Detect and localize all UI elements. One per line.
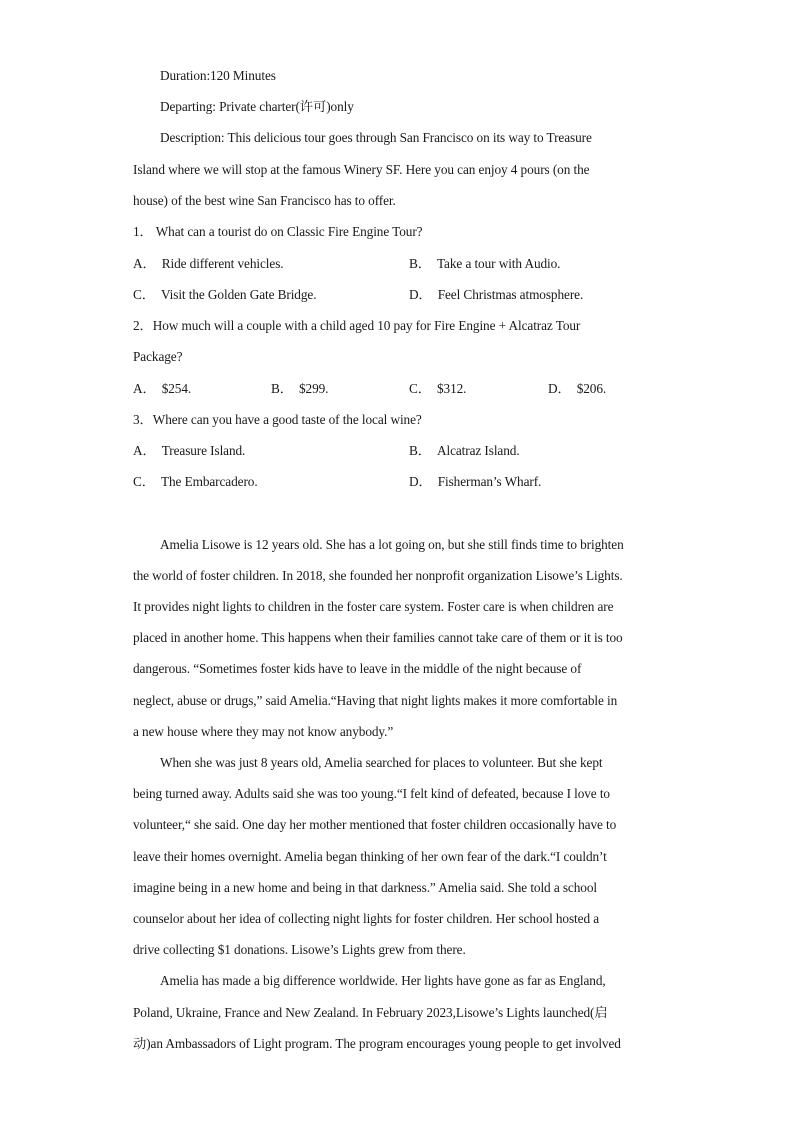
passage-line: Poland, Ukraine, France and New Zealand. In February 2023,Lisowe’s Lights launched(启 <box>133 1005 608 1020</box>
passage-line: 动)an Ambassadors of Light program. The program encourages young people to get involved <box>133 1036 621 1051</box>
option-text: Ride different vehicles. <box>161 256 284 271</box>
tour-description-line: Island where we will stop at the famous Winery SF. Here you can enjoy 4 pours (on the <box>133 162 590 177</box>
option-text: $254. <box>161 381 192 396</box>
option-text: Treasure Island. <box>161 443 246 458</box>
passage-line: a new house where they may not know anybody.” <box>133 724 394 739</box>
option-label: B． <box>409 256 431 271</box>
passage-line: volunteer,“ she said. One day her mother mentioned that foster children occasionally have to <box>133 817 617 832</box>
option-label: D． <box>409 287 432 302</box>
passage-line: When she was just 8 years old, Amelia searched for places to volunteer. But she kept <box>160 755 603 770</box>
passage-line: neglect, abuse or drugs,” said Amelia.“Having that night lights makes it more comfortable in <box>133 693 618 708</box>
question-1-option-a <box>133 256 284 272</box>
question-3-stem: 3．Where can you have a good taste of the local wine? <box>133 412 422 427</box>
option-label: A． <box>133 381 156 396</box>
option-label: C． <box>409 381 431 396</box>
option-label: B． <box>409 443 431 458</box>
question-3-option-d <box>409 474 541 490</box>
option-label: C． <box>133 474 155 489</box>
tour-description-line: Description: This delicious tour goes through San Francisco on its way to Treasure <box>160 130 592 145</box>
question-1-option-c <box>133 287 316 303</box>
passage-line: the world of foster children. In 2018, she founded her nonprofit organization Lisowe’s Lights. <box>133 568 623 583</box>
option-label: B． <box>271 381 293 396</box>
option-label: C． <box>133 287 155 302</box>
passage-line: being turned away. Adults said she was too young.“I felt kind of defeated, because I love to <box>133 786 610 801</box>
option-label: D． <box>548 381 571 396</box>
option-text: Take a tour with Audio. <box>436 256 561 271</box>
passage-line: Amelia has made a big difference worldwide. Her lights have gone as far as England, <box>160 973 606 988</box>
question-2-option-d <box>548 381 606 397</box>
question-2-option-c <box>409 381 466 397</box>
question-1-option-b <box>409 256 560 272</box>
question-1-stem: 1． What can a tourist do on Classic Fire Engine Tour? <box>133 224 423 239</box>
tour-departing: Departing: Private charter(许可)only <box>160 99 354 114</box>
question-2-option-b <box>271 381 328 397</box>
tour-description-line: house) of the best wine San Francisco has to offer. <box>133 193 396 208</box>
passage-line: drive collecting $1 donations. Lisowe’s Lights grew from there. <box>133 942 466 957</box>
question-3-option-c <box>133 474 258 490</box>
option-text: Visit the Golden Gate Bridge. <box>160 287 317 302</box>
option-text: Feel Christmas atmosphere. <box>437 287 584 302</box>
option-label: D． <box>409 474 432 489</box>
passage-line: counselor about her idea of collecting night lights for foster children. Her school hosted a <box>133 911 600 926</box>
passage-line: It provides night lights to children in the foster care system. Foster care is when children are <box>133 599 614 614</box>
option-text: Alcatraz Island. <box>436 443 520 458</box>
question-2-stem: Package? <box>133 349 183 364</box>
option-text: Fisherman’s Wharf. <box>437 474 542 489</box>
question-3-option-a <box>133 443 245 459</box>
passage-line: placed in another home. This happens when their families cannot take care of them or it is too <box>133 630 623 645</box>
question-1-option-d <box>409 287 583 303</box>
passage-line: imagine being in a new home and being in that darkness.” Amelia said. She told a school <box>133 880 597 895</box>
option-text: $312. <box>436 381 467 396</box>
option-label: A． <box>133 443 156 458</box>
question-2-stem: 2．How much will a couple with a child aged 10 pay for Fire Engine + Alcatraz Tour <box>133 318 581 333</box>
question-3-option-b <box>409 443 520 459</box>
passage-line: dangerous. “Sometimes foster kids have to leave in the middle of the night because of <box>133 661 582 676</box>
passage-line: leave their homes overnight. Amelia began thinking of her own fear of the dark.“I couldn’t <box>133 849 607 864</box>
passage-line: Amelia Lisowe is 12 years old. She has a lot going on, but she still finds time to brighten <box>160 537 624 552</box>
option-text: $299. <box>298 381 329 396</box>
tour-duration: Duration:120 Minutes <box>160 68 276 83</box>
option-text: $206. <box>576 381 607 396</box>
option-label: A． <box>133 256 156 271</box>
question-2-option-a <box>133 381 191 397</box>
option-text: The Embarcadero. <box>160 474 258 489</box>
